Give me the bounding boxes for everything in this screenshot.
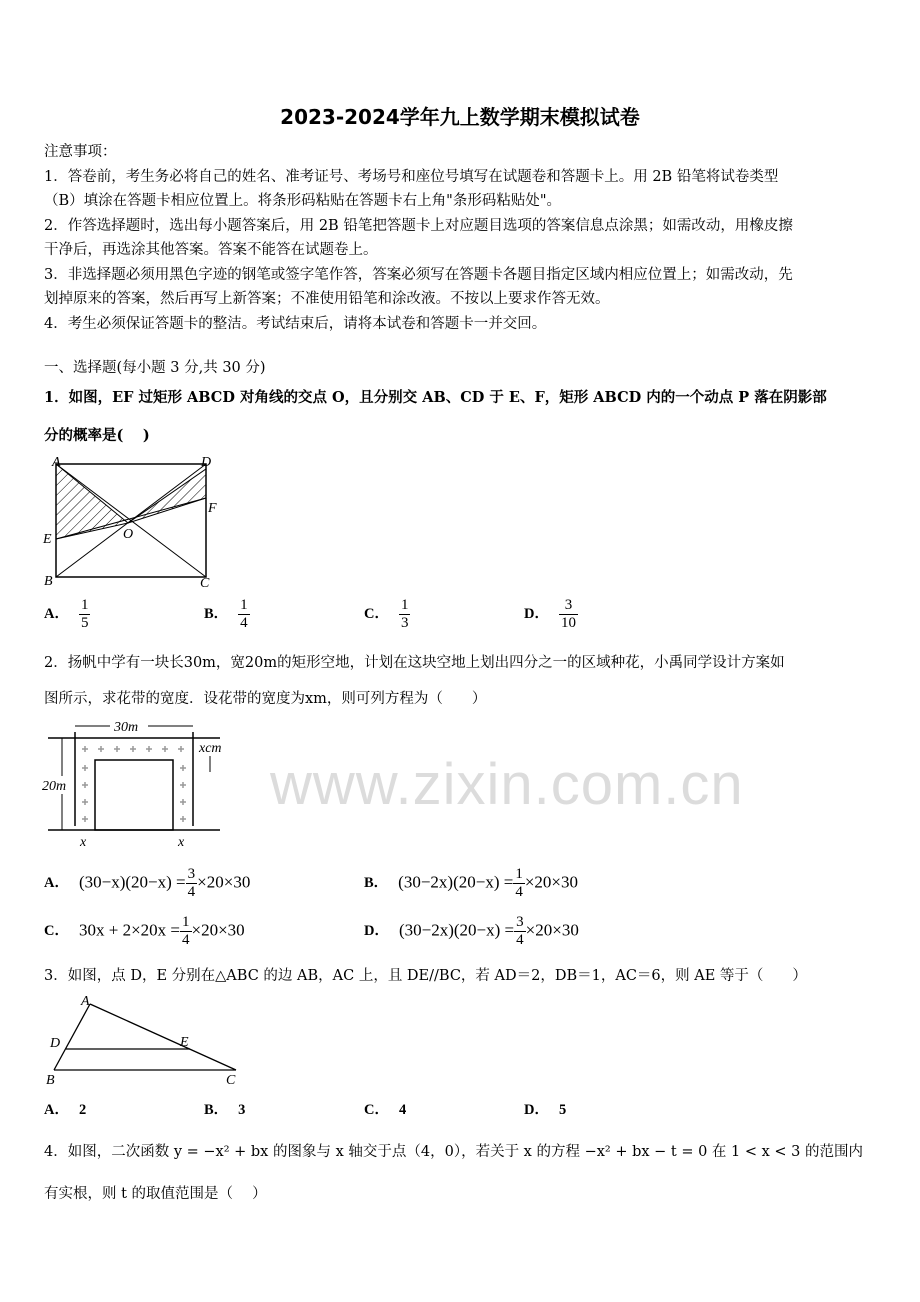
q3-text: 3．如图，点 D，E 分别在△ABC 的边 AB，AC 上，且 DE//BC，若 AD＝2，DB＝1，AC＝6，则 AE 等于（ ） <box>44 968 807 984</box>
numerator: 1 <box>182 914 190 930</box>
option-value: 2 <box>78 1102 87 1118</box>
note-line: 2．作答选择题时，选出每小题答案后，用 2B 铅笔把答题卡上对应题目选项的答案信息点涂黑；如需改动，用橡皮擦 <box>44 217 793 234</box>
denominator: 3 <box>400 615 409 631</box>
label-e: E <box>180 1035 189 1050</box>
notes <box>44 140 894 336</box>
equation-lhs: (30−2x)(20−x) = <box>398 872 514 892</box>
watermark: www.zixin.com.cn <box>270 752 744 817</box>
q4-text: 4．如图，二次函数 y = −x² + bx 的图象与 x 轴交于点（4，0），若关于 x 的方程 −x² + bx − t = 0 在 1 < x < 3 的范围内 <box>44 1144 864 1160</box>
label-c: C <box>226 1073 236 1087</box>
q3-option-d[interactable] <box>524 1098 566 1119</box>
flower-marks <box>82 746 186 822</box>
inner-rectangle <box>95 760 173 830</box>
equation-rhs: ×20×30 <box>197 872 251 892</box>
q3-option-c[interactable] <box>364 1098 406 1119</box>
q3-option-a[interactable] <box>44 1098 86 1119</box>
note-line: 划掉原来的答案，然后再写上新答案；不准使用铅笔和涂改液。不按以上要求作答无效。 <box>44 291 610 307</box>
numerator: 1 <box>400 597 409 613</box>
equation-rhs: ×20×30 <box>525 920 579 940</box>
q1-option-d[interactable] <box>524 597 578 632</box>
equation-lhs: (30−x)(20−x) = <box>78 872 186 892</box>
note-line: （B）填涂在答题卡相应位置上。将条形码粘贴在答题卡右上角"条形码粘贴处"。 <box>44 193 561 209</box>
shaded-region-left <box>56 464 128 539</box>
note-line: 干净后，再选涂其他答案。答案不能答在试题卷上。 <box>44 242 378 258</box>
option-value: 3 <box>238 1102 246 1118</box>
q2-option-b[interactable] <box>364 866 578 901</box>
q1-option-a[interactable] <box>44 597 90 632</box>
option-value: 4 <box>398 1102 407 1118</box>
option-label: A． <box>44 875 69 892</box>
q3-figure <box>44 992 244 1087</box>
label-d: D <box>50 1036 61 1051</box>
note-line: 3．非选择题必须用黑色字迹的钢笔或签字笔作答，答案必须写在答题卡各题目指定区域内相应位置上；如需改动，先 <box>44 266 793 283</box>
label-o: O <box>123 527 134 542</box>
numerator: 3 <box>559 597 578 615</box>
label-width: 20m <box>42 779 67 794</box>
note-line: 1．答卷前，考生务必将自己的姓名、准考证号、考场号和座位号填写在试题卷和答题卡上。用 2B 铅笔将试卷类型 <box>44 168 779 185</box>
q2-text-2: 图所示，求花带的宽度．设花带的宽度为xm，则可列方程为（ ） <box>44 691 487 707</box>
label-a: A <box>81 994 90 1009</box>
option-label: C． <box>364 605 389 622</box>
q1-text: 1．如图，EF 过矩形 ABCD 对角线的交点 O，且分别交 AB、CD 于 E、F，矩形 ABCD 内的一个动点 P 落在阴影部 <box>44 389 827 406</box>
notes-heading: 注意事项： <box>44 144 117 160</box>
denominator: 4 <box>182 932 190 948</box>
q1-option-b[interactable] <box>204 597 250 632</box>
denominator: 4 <box>240 615 248 631</box>
numerator: 3 <box>187 866 196 882</box>
equation-lhs: 30x + 2×20x = <box>78 920 180 940</box>
shaded-region-right <box>128 469 206 523</box>
denominator: 4 <box>515 884 523 900</box>
numerator: 1 <box>515 866 523 882</box>
option-label: A． <box>44 605 69 622</box>
q1-text-2: 分的概率是( ) <box>44 427 150 444</box>
q2-option-a[interactable] <box>44 866 250 901</box>
numerator: 1 <box>80 597 89 613</box>
note-line: 4．考生必须保证答题卡的整洁。考试结束后，请将本试卷和答题卡一并交回。 <box>44 315 547 332</box>
option-label: A． <box>44 1102 69 1118</box>
option-label: D． <box>524 1102 549 1118</box>
q1-figure <box>40 452 230 592</box>
equation-rhs: ×20×30 <box>191 920 245 940</box>
label-b: B <box>44 574 53 589</box>
label-x-left: x <box>80 835 87 850</box>
denominator: 5 <box>80 615 89 631</box>
numerator: 3 <box>516 914 524 930</box>
q2-option-d[interactable] <box>364 914 579 949</box>
label-xcm: xcm <box>199 741 222 756</box>
label-f: F <box>208 501 217 516</box>
label-b: B <box>46 1073 55 1087</box>
label-x-right: x <box>178 835 185 850</box>
equation-rhs: ×20×30 <box>524 872 579 892</box>
denominator: 4 <box>187 884 196 900</box>
option-label: D． <box>524 605 549 622</box>
q1-option-c[interactable] <box>364 597 410 632</box>
label-length: 30m <box>114 720 139 735</box>
q2-figure <box>40 718 240 853</box>
option-label: B． <box>204 605 229 622</box>
option-label: B． <box>204 1102 229 1118</box>
q2-option-c[interactable] <box>44 914 245 949</box>
q4-text-2: 有实根，则 t 的取值范围是（ ） <box>44 1186 267 1202</box>
label-e: E <box>43 532 52 547</box>
label-c: C <box>200 576 210 591</box>
option-label: C． <box>44 923 69 940</box>
denominator: 10 <box>560 615 576 631</box>
q2-text: 2．扬帆中学有一块长30m，宽20m的矩形空地，计划在这块空地上划出四分之一的区域种花，小禹同学设计方案如 <box>44 655 785 671</box>
option-label: C． <box>364 1102 389 1118</box>
option-label: B． <box>364 875 389 892</box>
equation-lhs: (30−2x)(20−x) = <box>398 920 515 940</box>
page-title: 2023-2024学年九上数学期末模拟试卷 <box>280 105 640 129</box>
option-label: D． <box>364 923 389 940</box>
q3-option-b[interactable] <box>204 1098 245 1119</box>
label-d: D <box>201 455 212 470</box>
label-a: A <box>52 455 61 470</box>
option-value: 5 <box>558 1102 567 1118</box>
numerator: 1 <box>240 597 248 613</box>
denominator: 4 <box>516 932 524 948</box>
section-heading: 一、选择题(每小题 3 分,共 30 分) <box>44 360 266 376</box>
